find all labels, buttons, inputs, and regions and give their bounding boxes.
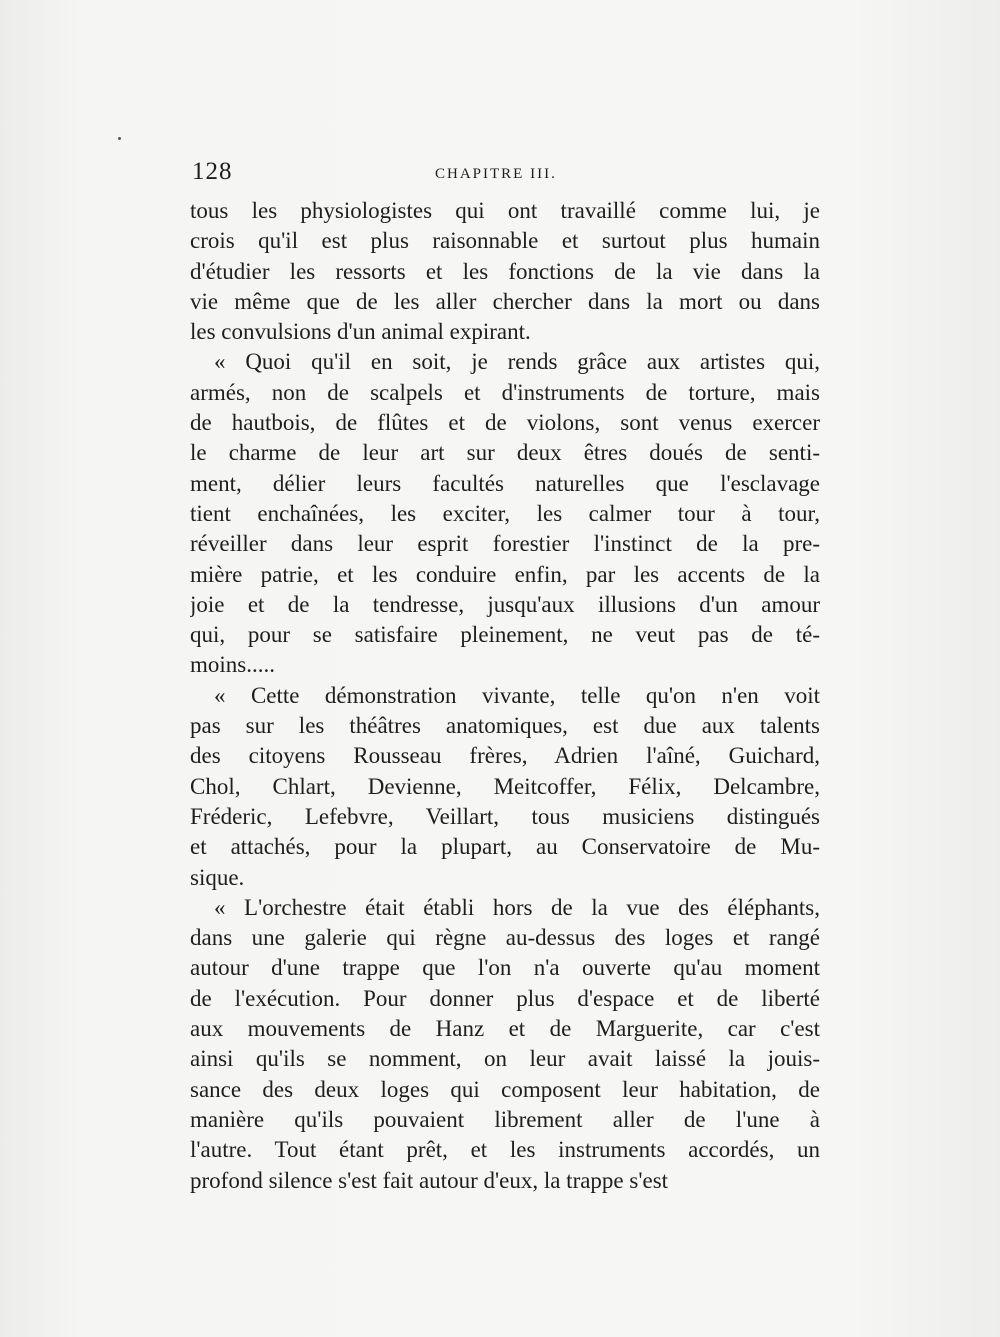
paragraph xyxy=(190,347,820,680)
text-line: crois qu'il est plus raisonnable et surtout plus humain xyxy=(190,228,820,254)
text-line: d'étudier les ressorts et les fonctions de la vie dans la xyxy=(190,258,820,284)
text-line: le charme de leur art sur deux êtres doués de senti- xyxy=(190,440,820,466)
text-line: ment, délier leurs facultés naturelles que l'esclavage xyxy=(190,470,820,496)
text-line: armés, non de scalpels et d'instruments de torture, mais xyxy=(190,379,820,405)
paragraph xyxy=(190,893,820,1196)
text-line: Chol, Chlart, Devienne, Meitcoffer, Félix, Delcambre, xyxy=(190,773,820,799)
text-line: des citoyens Rousseau frères, Adrien l'aîné, Guichard, xyxy=(190,743,820,769)
text-line: et attachés, pour la plupart, au Conservatoire de Mu- xyxy=(190,834,820,860)
text-line: ainsi qu'ils se nomment, on leur avait laissé la jouis- xyxy=(190,1046,820,1072)
text-line: moins..... xyxy=(190,652,275,678)
text-line: dans une galerie qui règne au-dessus des loges et rangé xyxy=(190,925,820,951)
text-line: profond silence s'est fait autour d'eux, la trappe s'est xyxy=(190,1167,669,1193)
text-line: aux mouvements de Hanz et de Marguerite, car c'est xyxy=(190,1016,820,1042)
text-line: joie et de la tendresse, jusqu'aux illusions d'un amour xyxy=(190,591,820,617)
paper-speck xyxy=(118,137,121,140)
paragraph xyxy=(190,196,820,347)
text-line: de l'exécution. Pour donner plus d'espace et de liberté xyxy=(190,985,820,1011)
text-line: autour d'une trappe que l'on n'a ouverte qu'au moment xyxy=(190,955,820,981)
text-line: sique. xyxy=(190,864,245,890)
text-line: « L'orchestre était établi hors de la vue des éléphants, xyxy=(214,894,820,920)
text-line: tous les physiologistes qui ont travaillé comme lui, je xyxy=(190,198,820,223)
body-text xyxy=(190,196,820,1196)
paragraph xyxy=(190,681,820,893)
chapter-title: CHAPITRE III. xyxy=(435,166,557,182)
text-line: qui, pour se satisfaire pleinement, ne veut pas de té- xyxy=(190,622,820,648)
page-number: 128 xyxy=(192,158,233,185)
text-line: les convulsions d'un animal expirant. xyxy=(190,319,531,345)
text-line: « Quoi qu'il en soit, je rends grâce aux artistes qui, xyxy=(214,349,820,375)
text-line: manière qu'ils pouvaient librement aller de l'une à xyxy=(190,1106,820,1132)
text-line: sance des deux loges qui composent leur habitation, de xyxy=(190,1076,820,1102)
text-line: Fréderic, Lefebvre, Veillart, tous musiciens distingués xyxy=(190,803,820,829)
text-line: « Cette démonstration vivante, telle qu'on n'en voit xyxy=(214,682,820,708)
running-head xyxy=(190,158,820,192)
text-line: réveiller dans leur esprit forestier l'instinct de la pre- xyxy=(190,531,820,557)
text-line: vie même que de les aller chercher dans la mort ou dans xyxy=(190,288,820,314)
text-line: pas sur les théâtres anatomiques, est due aux talents xyxy=(190,713,820,739)
text-line: l'autre. Tout étant prêt, et les instruments accordés, un xyxy=(190,1137,820,1163)
text-line: tient enchaînées, les exciter, les calmer tour à tour, xyxy=(190,500,820,526)
text-line: mière patrie, et les conduire enfin, par les accents de la xyxy=(190,561,820,587)
text-line: de hautbois, de flûtes et de violons, sont venus exercer xyxy=(190,410,820,436)
